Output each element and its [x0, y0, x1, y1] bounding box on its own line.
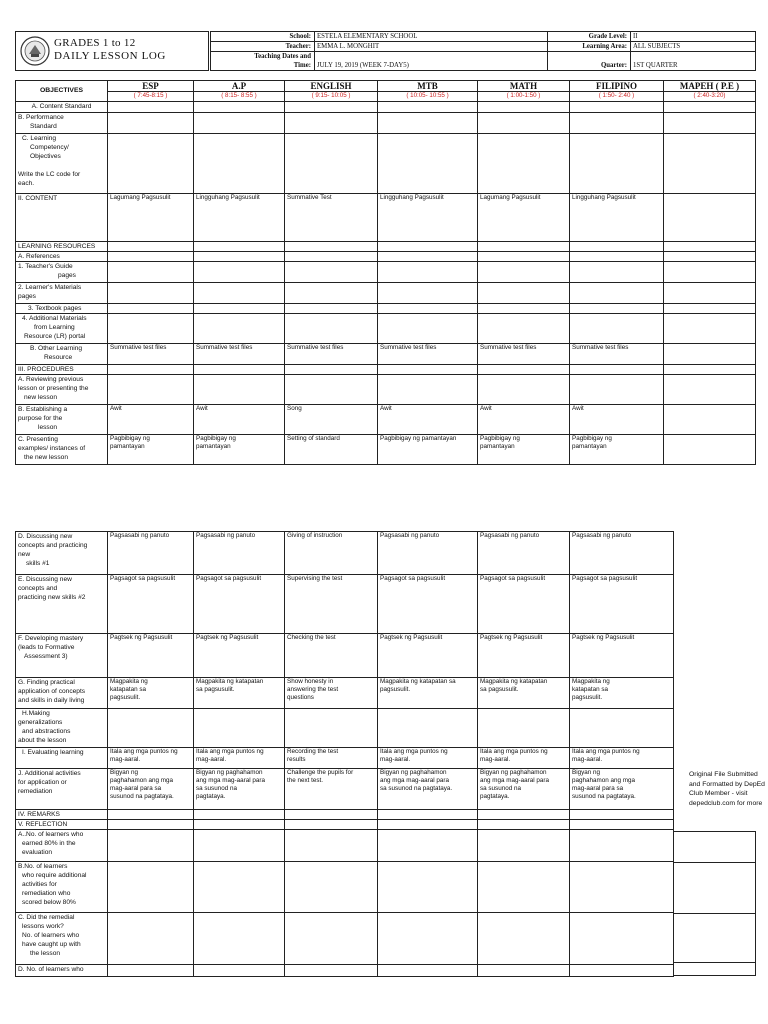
additional-mtb-2: ang mga mag-aaral para: [380, 777, 449, 784]
row-label-remedial-work: [16, 913, 108, 965]
additional-english-2: the next test.: [287, 777, 324, 784]
subject-math: MATH: [478, 81, 570, 92]
time-math: ( 1:00-1:50 ): [478, 92, 570, 102]
source-note-line-3: Club Member - visit: [689, 790, 748, 797]
additional-ap-3: sa susunod na: [196, 785, 237, 792]
time-mapeh: ( 2:40-3:20): [664, 92, 756, 102]
reviewing-line-2: lesson or presenting the: [18, 385, 89, 392]
presenting-math-1: Pagbibigay ng: [480, 435, 520, 442]
discussing1-line-2: concepts and practicing: [18, 542, 88, 549]
additional-activities-line-3: remediation: [18, 788, 53, 795]
row-label-discussing-2: [16, 575, 108, 634]
discussing1-line-4: skills #1: [26, 560, 50, 567]
evaluating-math-2: mag-aaral.: [480, 756, 511, 763]
other-line-2: Resource: [44, 354, 73, 361]
additional-mtb-1: Bigyan ng paghahamon: [380, 769, 447, 776]
source-note-line-4: depedclub.com for more: [689, 799, 763, 807]
competency-line-4: Write the LC code for: [18, 171, 81, 178]
other-filipino: Summative test files: [570, 344, 664, 365]
additional-filipino-4: susunod na pagtataya.: [572, 793, 636, 800]
practical-english: [285, 678, 378, 709]
additional-ap-4: pagtataya.: [196, 793, 226, 800]
row-label-other-resource: [16, 344, 108, 365]
discussing2-mtb: Pagsagot sa pagsusulit: [378, 575, 478, 634]
row-label-textbook-pages: 3. Textbook pages: [16, 304, 108, 314]
dates-label: [211, 52, 315, 71]
practical-filipino: [570, 678, 674, 709]
subject-ap: A.P: [194, 81, 285, 92]
row-label-additional-materials: [16, 314, 108, 344]
establishing-esp: Awit: [108, 405, 194, 435]
evaluating-filipino-2: mag-aaral.: [572, 756, 603, 763]
competency-line-1: C. Learning: [22, 135, 57, 142]
discussing1-english: Giving of instruction: [285, 532, 378, 575]
practical-english-3: questions: [287, 694, 314, 701]
content-ap: Lingguhang Pagsusulit: [194, 194, 285, 242]
practical-mtb-1: Magpakita ng katapatan sa: [380, 678, 456, 685]
additional-line-1: 4. Additional Materials: [22, 315, 87, 322]
content-english: Summative Test: [285, 194, 378, 242]
additional-line-2: from Learning: [34, 324, 75, 331]
content-esp: Lagumang Pagsusulit: [108, 194, 194, 242]
earned-line-2: earned 80% in the: [22, 840, 76, 847]
practical-esp-3: pagsusulit.: [110, 694, 141, 701]
presenting-ap-1: Pagbibigay ng: [196, 435, 236, 442]
title-line-1: GRADES 1 to 12: [54, 37, 136, 49]
subject-filipino: FILIPINO: [570, 81, 664, 92]
earned-line-1: A..No. of learners who: [18, 831, 84, 838]
learners-materials-line-2: pages: [18, 293, 36, 300]
additional-math-4: pagtataya.: [480, 793, 510, 800]
practical-ap: [194, 678, 285, 709]
mastery-mtb: Pagtsek ng Pagsusulit: [378, 634, 478, 678]
performance-line-2: Standard: [30, 123, 57, 130]
practical-filipino-1: Magpakita ng: [572, 678, 610, 685]
remedial-line-2: lessons work?: [22, 923, 64, 930]
mastery-line-1: F. Developing mastery: [18, 635, 84, 642]
other-math: Summative test files: [478, 344, 570, 365]
additional-mtb: [378, 769, 478, 810]
row-label-generalizations: [16, 709, 108, 748]
evaluating-mtb: [378, 748, 478, 769]
presenting-filipino-2: pamantayan: [572, 443, 607, 450]
discussing2-line-3: practicing new skills #2: [18, 594, 86, 601]
additional-activities-line-1: J. Additional activities: [18, 770, 81, 777]
discussing1-filipino: Pagsasabi ng panuto: [570, 532, 674, 575]
presenting-english: [285, 435, 378, 465]
remedial-line-3: No. of learners who: [22, 932, 80, 939]
evaluating-filipino: [570, 748, 674, 769]
subject-mtb: MTB: [378, 81, 478, 92]
practical-ap-2: sa pagsusulit.: [196, 686, 235, 693]
presenting-mtb-1: Pagbibigay ng pamantayan: [380, 435, 457, 442]
evaluating-esp-1: Itala ang mga puntos ng: [110, 748, 178, 755]
grade-value: II: [631, 32, 756, 42]
practical-math-2: sa pagsusulit.: [480, 686, 519, 693]
row-label-performance-standard: [16, 113, 108, 134]
practical-esp: [108, 678, 194, 709]
teachers-guide-line-1: 1. Teacher's Guide: [18, 263, 73, 270]
generalizations-line-3: and abstractions: [22, 728, 71, 735]
remedial-line-4: have caught up with: [22, 941, 81, 948]
evaluating-ap-2: mag-aaral.: [196, 756, 227, 763]
mastery-esp: Pagtsek ng Pagsusulit: [108, 634, 194, 678]
discussing2-math: Pagsagot sa pagsusulit: [478, 575, 570, 634]
additional-line-3: Resource (LR) portal: [24, 333, 86, 340]
require-line-5: scored below 80%: [22, 899, 76, 906]
teachers-guide-line-2: pages: [58, 272, 76, 279]
evaluating-esp: [108, 748, 194, 769]
additional-ap: [194, 769, 285, 810]
practical-math: [478, 678, 570, 709]
evaluating-ap: [194, 748, 285, 769]
source-note-line-2: and Formatted by DepEd: [689, 780, 765, 788]
discussing2-line-2: concepts and: [18, 585, 58, 592]
require-line-2: who require additional: [22, 872, 87, 879]
teacher-value: EMMA L. MONGHIT: [315, 42, 548, 52]
row-label-evaluating: I. Evaluating learning: [16, 748, 108, 769]
generalizations-line-2: generalizations: [18, 719, 63, 726]
practical-esp-2: katapatan sa: [110, 686, 147, 693]
school-label: School:: [211, 32, 315, 42]
additional-ap-1: Bigyan ng paghahamon: [196, 769, 263, 776]
additional-ap-2: ang mga mag-aaral para: [196, 777, 265, 784]
row-label-content: II. CONTENT: [16, 194, 108, 242]
row-label-competency: [16, 134, 108, 194]
mastery-english: Checking the test: [285, 634, 378, 678]
practical-line-1: G. Finding practical: [18, 679, 75, 686]
time-mtb: ( 10:05- 10:55 ): [378, 92, 478, 102]
evaluating-esp-2: mag-aaral.: [110, 756, 141, 763]
row-label-learners-materials: [16, 283, 108, 304]
time-filipino: ( 1:50- 2:40 ): [570, 92, 664, 102]
establishing-line-1: B. Establishing a: [18, 406, 68, 413]
evaluating-math: [478, 748, 570, 769]
evaluating-mtb-2: mag-aaral.: [380, 756, 411, 763]
additional-activities-line-2: for application or: [18, 779, 67, 786]
practical-english-1: Show honesty in: [287, 678, 334, 685]
practical-line-3: and skills in daily living: [18, 697, 85, 704]
presenting-english-1: Setting of standard: [287, 435, 340, 442]
establishing-ap: Awit: [194, 405, 285, 435]
presenting-filipino-1: Pagbibigay ng: [572, 435, 612, 442]
earned-line-3: evaluation: [22, 849, 53, 856]
presenting-line-3: the new lesson: [24, 454, 68, 461]
presenting-ap-2: pamantayan: [196, 443, 231, 450]
row-label-reviewing: [16, 375, 108, 405]
source-note-line-1: Original File Submitted: [689, 771, 758, 778]
additional-mtb-3: sa susunod na pagtataya.: [380, 785, 453, 792]
discussing1-math: Pagsasabi ng panuto: [478, 532, 570, 575]
establishing-english: Song: [285, 405, 378, 435]
practical-filipino-3: pagsusulit.: [572, 694, 603, 701]
other-ap: Summative test files: [194, 344, 285, 365]
evaluating-ap-1: Itala ang mga puntos ng: [196, 748, 264, 755]
row-label-mastery: [16, 634, 108, 678]
discussing1-line-3: new: [18, 551, 31, 558]
discussing1-mtb: Pagsasabi ng panuto: [378, 532, 478, 575]
practical-esp-1: Magpakita ng: [110, 678, 148, 685]
other-esp: Summative test files: [108, 344, 194, 365]
discussing1-line-1: D. Discussing new: [18, 533, 73, 540]
discussing1-esp: Pagsasabi ng panuto: [108, 532, 194, 575]
establishing-filipino: Awit: [570, 405, 664, 435]
mastery-filipino: Pagtsek ng Pagsusulit: [570, 634, 674, 678]
quarter-label: Quarter:: [548, 52, 631, 71]
presenting-mtb: [378, 435, 478, 465]
remedial-line-5: the lesson: [30, 950, 61, 957]
row-label-discussing-1: [16, 532, 108, 575]
establishing-math: Awit: [478, 405, 570, 435]
row-label-require-remediation: [16, 862, 108, 913]
additional-math-3: sa susunod na: [480, 785, 521, 792]
competency-line-3: Objectives: [30, 153, 61, 160]
dates-label-1: Teaching Dates and: [254, 53, 311, 60]
row-label-references: A. References: [16, 252, 108, 262]
area-label: Learning Area:: [548, 42, 631, 52]
performance-line-1: B. Performance: [18, 114, 64, 121]
header-info-table: [210, 31, 756, 71]
additional-math: [478, 769, 570, 810]
school-value: ESTELA ELEMENTARY SCHOOL: [315, 32, 548, 42]
additional-english-1: Challenge the pupils for: [287, 769, 354, 776]
presenting-line-2: examples/ instances of: [18, 445, 86, 452]
mastery-line-2: (leads to Formative: [18, 644, 75, 651]
evaluating-math-1: Itala ang mga puntos ng: [480, 748, 548, 755]
reflection-extra-row-1: [673, 862, 756, 863]
practical-line-2: application of concepts: [18, 688, 86, 695]
mastery-math: Pagtsek ng Pagsusulit: [478, 634, 570, 678]
additional-filipino: [570, 769, 674, 810]
presenting-esp-1: Pagbibigay ng: [110, 435, 150, 442]
establishing-line-3: lesson: [38, 424, 58, 431]
generalizations-line-4: about the lesson: [18, 737, 67, 744]
mastery-line-3: Assessment 3): [24, 653, 68, 660]
row-label-no-of-learners: D. No. of learners who: [16, 965, 108, 977]
objectives-header: OBJECTIVES: [16, 81, 108, 102]
additional-esp-1: Bigyan ng: [110, 769, 139, 776]
remedial-line-1: C. Did the remedial: [18, 914, 75, 921]
dates-value: JULY 19, 2019 (WEEK 7-DAY5): [315, 52, 548, 71]
presenting-math: [478, 435, 570, 465]
practical-filipino-2: katapatan sa: [572, 686, 609, 693]
row-label-additional-activities: [16, 769, 108, 810]
row-label-presenting: [16, 435, 108, 465]
teacher-label: Teacher:: [211, 42, 315, 52]
establishing-mtb: Awit: [378, 405, 478, 435]
source-note: [689, 770, 768, 808]
discussing2-ap: Pagsagot sa pagsusulit: [194, 575, 285, 634]
establishing-line-2: purpose for the: [18, 415, 63, 422]
quarter-value: 1ST QUARTER: [631, 52, 756, 71]
row-label-procedures: III. PROCEDURES: [16, 365, 108, 375]
additional-filipino-3: mag-aaral para sa: [572, 785, 624, 792]
reflection-extra-column: [673, 831, 756, 976]
practical-math-1: Magpakita ng katapatan: [480, 678, 548, 685]
require-line-4: remediation who: [22, 890, 71, 897]
practical-english-2: answering the test: [287, 686, 339, 693]
competency-line-2: Competency/: [30, 144, 69, 151]
dates-label-2: Time:: [293, 62, 311, 69]
lesson-log-table-1: [15, 80, 756, 465]
evaluating-filipino-1: Itala ang mga puntos ng: [572, 748, 640, 755]
practical-ap-1: Magpakita ng katapatan: [196, 678, 264, 685]
require-line-1: B.No. of learners: [18, 863, 68, 870]
row-label-earned-80: [16, 830, 108, 862]
discussing2-esp: Pagsagot sa pagsusulit: [108, 575, 194, 634]
reviewing-line-3: new lesson: [24, 394, 57, 401]
discussing2-english: Supervising the test: [285, 575, 378, 634]
row-label-learning-resources: LEARNING RESOURCES: [16, 242, 108, 252]
mastery-ap: Pagtsek ng Pagsusulit: [194, 634, 285, 678]
row-label-establishing: [16, 405, 108, 435]
presenting-math-2: pamantayan: [480, 443, 515, 450]
row-label-content-standard: A. Content Standard: [16, 102, 108, 113]
additional-esp-3: mag-aaral para sa: [110, 785, 162, 792]
competency-line-5: each.: [18, 180, 35, 187]
discussing2-filipino: Pagsagot sa pagsusulit: [570, 575, 674, 634]
content-mtb: Lingguhang Pagsusulit: [378, 194, 478, 242]
presenting-esp: [108, 435, 194, 465]
presenting-line-1: C. Presenting: [18, 436, 58, 443]
discussing2-line-1: E. Discussing new: [18, 576, 72, 583]
discussing1-ap: Pagsasabi ng panuto: [194, 532, 285, 575]
additional-math-2: ang mga mag-aaral para: [480, 777, 549, 784]
practical-mtb: [378, 678, 478, 709]
subject-esp: ESP: [108, 81, 194, 92]
additional-esp-4: susunod na pagtataya.: [110, 793, 174, 800]
reflection-extra-row-3: [673, 962, 756, 963]
additional-filipino-1: Bigyan ng: [572, 769, 601, 776]
presenting-ap: [194, 435, 285, 465]
evaluating-english-1: Recording the test: [287, 748, 339, 755]
require-line-3: activities for: [22, 881, 57, 888]
subject-mapeh: MAPEH ( P.E ): [664, 81, 756, 92]
row-label-remarks: IV. REMARKS: [16, 810, 108, 820]
generalizations-line-1: H.Making: [22, 710, 50, 717]
lesson-log-table-2: [15, 531, 674, 977]
grade-label: Grade Level:: [548, 32, 631, 42]
time-ap: ( 8:15- 8:55 ): [194, 92, 285, 102]
area-value: ALL SUBJECTS: [631, 42, 756, 52]
presenting-esp-2: pamantayan: [110, 443, 145, 450]
row-label-teachers-guide: [16, 262, 108, 283]
subject-english: ENGLISH: [285, 81, 378, 92]
row-label-reflection: V. REFLECTION: [16, 820, 108, 830]
evaluating-english: [285, 748, 378, 769]
evaluating-english-2: results: [287, 756, 306, 763]
other-mtb: Summative test files: [378, 344, 478, 365]
logo-box: [15, 31, 209, 71]
time-english: ( 9:15- 10:05 ): [285, 92, 378, 102]
additional-math-1: Bigyan ng paghahamon: [480, 769, 547, 776]
additional-esp: [108, 769, 194, 810]
learners-materials-line-1: 2. Learner's Materials: [18, 284, 82, 291]
reflection-extra-row-2: [673, 913, 756, 914]
evaluating-mtb-1: Itala ang mga puntos ng: [380, 748, 448, 755]
other-line-1: B. Other Learning: [30, 345, 83, 352]
practical-mtb-2: pagsusulit.: [380, 686, 411, 693]
time-esp: ( 7:45-8:15 ): [108, 92, 194, 102]
additional-filipino-2: paghahamon ang mga: [572, 777, 636, 784]
additional-esp-2: paghahamon ang mga: [110, 777, 174, 784]
content-filipino: Lingguhang Pagsusulit: [570, 194, 664, 242]
reviewing-line-1: A. Reviewing previous: [18, 376, 84, 383]
deped-seal-icon: [20, 36, 50, 66]
presenting-filipino: [570, 435, 664, 465]
other-english: Summative test files: [285, 344, 378, 365]
additional-english: [285, 769, 378, 810]
content-math: Lagumang Pagsusulit: [478, 194, 570, 242]
title-line-2: DAILY LESSON LOG: [54, 50, 166, 62]
row-label-practical: [16, 678, 108, 709]
